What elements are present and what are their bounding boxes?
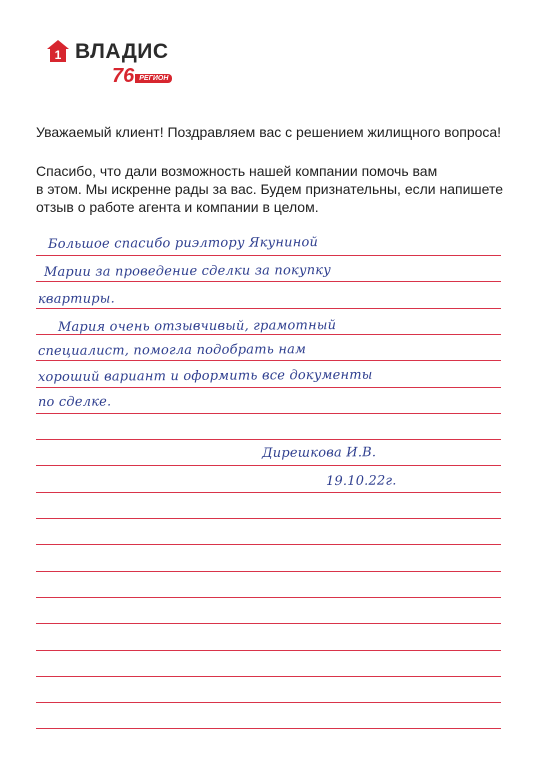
ruled-line [36,650,501,651]
logo-house-digit: 1 [54,48,62,62]
ruled-line [36,728,501,729]
handwritten-signature: Дирешкова И.В. [261,445,377,461]
handwritten-review-line: специалист, помогла подобрать нам [37,342,307,359]
handwritten-review-line: квартиры. [37,291,115,307]
handwritten-date: 19.10.22г. [325,473,397,489]
handwritten-review-line: Марии за проведение сделки за покупку [43,262,332,280]
ruled-line [36,281,501,282]
logo-brand-name: ВЛАДИС [75,40,169,63]
ruled-line [36,255,501,256]
intro-line: в этом. Мы искренне рады за вас. Будем признательны, если напишете [36,181,504,197]
handwritten-review-line: Большое спасибо риэлтору Якуниной [47,235,319,252]
ruled-line [36,439,501,440]
intro-line: отзыв о работе агента и компании в целом. [36,199,319,215]
ruled-line [36,465,501,466]
handwritten-review-line: Мария очень отзывчивый, грамотный [57,318,337,335]
ruled-line [36,597,501,598]
ruled-line [36,308,501,309]
handwritten-review-line: хороший вариант и оформить все документы [37,367,373,385]
ruled-line [36,544,501,545]
ruled-line [36,623,501,624]
ruled-line [36,492,501,493]
logo-region-number: 76 [112,65,135,87]
ruled-line [36,571,501,572]
handwritten-review-line: по сделке. [37,394,112,410]
ruled-line [36,676,501,677]
intro-line: Спасибо, что дали возможность нашей компании помочь вам [36,163,438,179]
ruled-line [36,518,501,519]
greeting-text: Уважаемый клиент! Поздравляем вас с решением жилищного вопроса! [36,124,502,140]
ruled-line [36,413,501,414]
ruled-line [36,387,501,388]
ruled-line [36,360,501,361]
logo-region-label: РЕГИОН [135,74,172,83]
ruled-line [36,702,501,703]
